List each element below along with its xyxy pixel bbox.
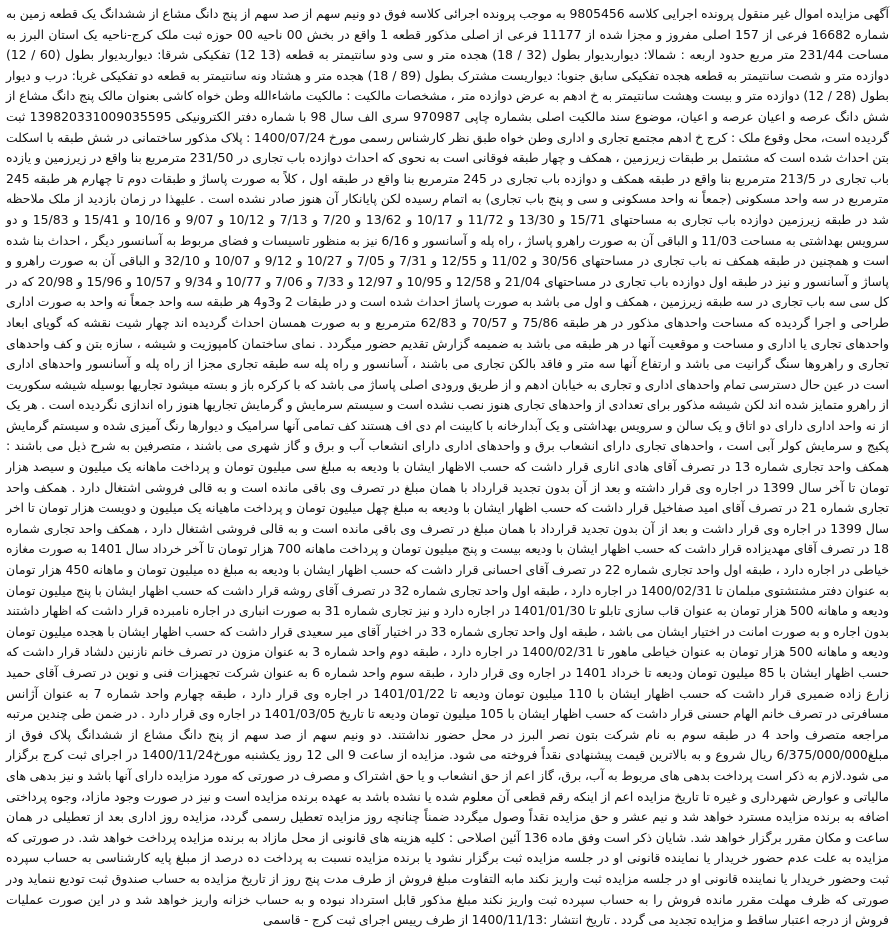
auction-notice: [6, 4, 890, 928]
auction-notice-body: آگهی مزایده اموال غیر منقول پرونده اجرایی کلاسه 9805456 به موجب پرونده اجرائی کلاسه فوق دو ونیم سهم از صد سهم از پنج دانگ مشاع از ششدانگ یک قطعه زمین به شماره 16682 فرعی از 157 اصلی مفروز و مجزا شده از 11177 فرعی از اصلی مذکور قطعه 1 واقع در بخش 00 ناحیه 00 حوزه ثبت ملک کرج-ناحیه یک استان البرز به مساحت 231/44 متر مربع حدود اربعه : شمالا: دیواربدیوار بطول (32 / 18) هجده متر و سی ودو سانتیمتر به قطعه (13 12) تفکیکی شرقا: دیواربدیوار بطول (60 / 12) دوازده متر و شصت سانتیمتر به قطعه هجده تفکیکی سابق جنوبا: دیواریست مشترک بطول (89 / 18) هجده متر و هشتاد ونه سانتیمتر به قطعه دو تفکیکی غربا: درب و دیوار بطول (28 / 12) دوازده متر و بیست وهشت سانتیمتر به خ ادهم به عرض دوازده متر ، مشخصات مالکیت : مالکیت ماشاءالله وطن خواه کاشی بعنوان مالک پنج دانگ مشاع از شش دانگ عرصه و اعیان عرصه و اعیان، موضوع سند مالکیت اصلی بشماره چاپی 970987 سری الف سال 98 با شماره دفتر الکترونیکی 139820331009035595 ثبت گردیده است، محل وقوع ملک : کرج خ ادهم مجتمع تجاری و اداری وطن خواه طبق نظر کارشناس رسمی مورخ 1400/07/24 : پلاک مذکور ساختمانی در شش طبقه با اسکلت بتن احداث شده است که مشتمل بر طبقات زیرزمین ، همکف و چهار طبقه فوقانی است به نحوی که احداث دوازده باب تجاری در 231/50 مترمربع بنا واقع در زیرزمین و یازده باب تجاری در 213/5 مترمربع بنا واقع در طبقه همکف و دوازده باب تجاری در 245 مترمربع بنا واقع در طبقه اول ، کلاً به صورت پاساژ و طبقات دوم تا چهارم هر طبقه 245 مترمربع در سه واحد مسکونی (جمعاً نه واحد مسکونی و سی و پنج باب تجاری) به اتمام رسیده لکن پایانکار آن هنوز صادر نشده است . علیهذا در زمان بازدید از ملک ملاحظه شد در طبقه زیرزمین دوازده باب تجاری به مساحتهای 15/71 و 13/30 و 11/72 و 10/17 و 13/62 و 7/20 و 7/13 و 10/12 و 9/07 و 10/16 و 15/41 و 15/83 و دو سرویس بهداشتی به مساحت 11/03 و الباقی آن به صورت راهرو پاساژ ، راه پله و آسانسور و 6/16 نیز به منظور تاسیسات و فضای مربوط به آسانسور دیگر ، احداث بنا شده است و همچنین در طبقه همکف نه باب تجاری در مساحتهای 30/56 و 11/02 و 12/55 و 7/31 و 7/05 و 10/27 و 9/12 و 10/07 و 32/10 و الباقی آن به صورت راهرو و پاساژ و آسانسور و نیز در طبقه اول دوازده باب تجاری در مساحتهای 21/04 و 12/58 و 10/95 و 12/97 و 7/33 و 7/06 و 10/77 و 9/34 و 10/57 و 15/96 و 20/98 که در کل سی سه باب تجاری در سه طبقه زیرزمین ، همکف و اول می باشد به صورت پاساژ احداث شده است و در طبقات 2 و3و4 هر طبقه سه واحد جمعاً نه واحد به صورت اداری طراحی و اجرا گردیده که مساحت واحدهای مذکور در هر طبقه 75/86 و 70/57 و 62/83 مترمربع و به صورت همسان احداث گردیده اند چهار شیت نقشه که گویای ابعاد واحدهای تجاری یا اداری و مساحت و موقعیت آنها در هر طبقه می باشد به ضمیمه گزارش تقدیم حضور میگردد . نمای ساختمان کامپوزیت و شیشه ، سازه بتن و کف واحدهای تجاری و راهروها سنگ گرانیت می باشد و ارتفاع آنها سه متر و فاقد بالکن تجاری می باشند ، آسانسور و راه پله سه طبقه تجاری مجزا از راه پله و آسانسور واحدهای اداری است در عین حال دسترسی تمام واحدهای اداری و تجاری به خیابان ادهم و از طریق ورودی اصلی پاساژ می باشد که با کرکره باز و بسته میشود تجاریها بوسیله شیشه سکوریت از راهرو متمایز شده اند لکن شیشه مذکور برای تعدادی از واحدهای تجاری هنوز نصب نشده است و سیستم سرمایش و گرمایش تجاریها هنوز راه اندازی نگردیده است . هر یک از نه واحد اداری دارای دو اتاق و یک سالن و سرویس بهداشتی و یک آبدارخانه با کابینت ام دی اف هستند کف تمامی آنها سرامیک و دیوارها رنگ آمیزی شده و سیستم گرمایش پکیج و سرمایش کولر آبی است ، واحدهای تجاری دارای انشعاب برق و واحدهای اداری دارای انشعاب آب و برق و گاز شهری می باشند ، متصرفین به شرح ذیل می باشند : همکف واحد تجاری شماره 13 در تصرف آقای هادی اناری قرار داشت که حسب الاظهار ایشان با ودیعه به مبلغ سی میلیون تومان و پرداخت ماهانه یک میلیون و سیصد هزار تومان تا آخر سال 1399 در اجاره وی قرار داشته و بعد از آن بدون تجدید قرارداد با همان مبلغ در تصرف وی باقی مانده است و به قالی فروشی اشتغال دارد . همکف واحد تجاری شماره 21 در تصرف آقای امید صفاخیل قرار داشت که حسب اظهار ایشان با ودیعه به مبلغ چهل میلیون تومان و پرداخت ماهیانه یک میلیون و دویست هزار تومان تا اخر سال 1399 در اجاره وی قرار داشت و بعد از آن بدون تجدید قرارداد با همان مبلغ در تصرف وی باقی مانده است و به قالی فروشی اشتغال دارد ، همکف واحد تجاری شماره 18 در تصرف آقای مهدیزاده قرار داشت که حسب اظهار ایشان با ودیعه بیست و پنج میلیون تومان و پرداخت ماهانه 700 هزار تومان تا آخر خرداد سال 1401 به صورت مغازه خیاطی در اجاره دارد ، طبقه اول واحد تجاری شماره 22 در تصرف آقای احسانی قرار داشت که حسب اظهار ایشان با ودیعه به مبلغ ده میلیون تومان و ماهانه 450 هزار تومان به عنوان دفتر مشتشتوی مبلمان تا 1400/02/31 در اجاره دارد ، طبقه اول واحد تجاری شماره 32 در تصرف آقای روشه قرار داشت که حسب اظهار ایشان با پنج میلیون تومان ودیعه و ماهانه 500 هزار تومان به عنوان قاب سازی تابلو تا 1401/01/30 در اجاره دارد و نیز تجاری شماره 31 به صورت انباری در اجاره نامبرده قرار داشت که اظهار داشتند بدون اجاره و به صورت امانت در اختیار ایشان می باشد ، طبقه اول واحد تجاری شماره 33 در اختیار آقای میر سعیدی قرار داشت که حسب اظهار ایشان با هجده میلیون تومان ودیعه و ماهانه 500 هزار تومان به عنوان خیاطی ماهور تا 1400/02/31 در اجاره دارد ، طبقه دوم واحد شماره 3 به عنوان مزون در تصرف خانم نازنین دلشاد قرار داشت که حسب اظهار ایشان با 85 میلیون تومان ودیعه تا خرداد 1401 در اجاره وی قرار دارد ، طبقه سوم واحد شماره 6 به عنوان شرکت تجهیزات فنی و نوین در تصرف آقای حمید زارع زاده ضمیری قرار داشت که حسب اظهار ایشان با 110 میلیون تومان ودیعه تا 1401/01/22 در اجاره وی قرار دارد ، طبقه چهارم واحد شماره 7 به عنوان آژانس مسافرتی در تصرف خانم الهام حسنی قرار داشت که حسب اظهار ایشان با 105 میلیون تومان ودیعه تا تاریخ 1401/03/05 در اجاره وی قرار دارد . در ضمن طی چندین مرتبه مراجعه متصرف واحد 4 در طبقه سوم به نام شرکت بتون نصر البرز در محل حضور نداشتند. دو ونیم سهم از صد سهم از پنج دانگ مشاع از ششدانگ پلاک فوق از مبلغ6/375/000/000 ریال شروع و به بالاترین قیمت پیشنهادی نقداً فروخته می شود. مزایده از ساعت 9 الی 12 روز یکشنبه مورخ1400/11/24 در اجرای ثبت کرج برگزار می شود.لازم به ذکر است پرداخت بدهی های مربوط به آب، برق، گاز اعم از حق انشعاب و یا حق اشتراک و مصرف در صورتی که مورد مزایده دارای آنها باشد و نیز بدهی های مالیاتی و عوارض شهرداری و غیره تا تاریخ مزایده اعم از اینکه رقم قطعی آن معلوم شده یا نشده باشد به عهده برنده مزایده است و نیز در صورت وجود مازاد، وجوه پرداختی اضافه به برنده مزایده مسترد خواهد شد و نیم عشر و حق مزایده نقداً وصول میگردد ضمناً چنانچه روز مزایده تعطیل رسمی گردد، مزایده روز اداری بعد از تعطیلی در همان ساعت و مکان مقرر برگزار خواهد شد. شایان ذکر است وفق ماده 136 آئین اصلاحی : کلیه هزینه های قانونی از محل مازاد به برنده مزایده پرداخت خواهد شد. در صورتی که مزایده به علت عدم حضور خریدار یا نماینده قانونی او در جلسه مزایده ثبت برگزار نشود یا برنده مزایده نسبت به پرداخت ده درصد از مبلغ پایه کارشناسی به حساب سپرده ثبت وحضور خریدار یا نماینده قانونی او در جلسه مزایده ثبت واریز نکند مابه التفاوت مبلغ فروش از طرف مدت پنج روز از تاریخ مزایده به حساب صندوق ثبت تودیع ننماید ودر صورتی که ظرف مهلت مقرر مانده فروش را به حساب سپرده ثبت واریز نکند مبلغ مذکور قابل استرداد نبوده و به حساب خزانه واریز خواهد شد و در این صورت عملیات فروش از درجه اعتبار ساقط و مزایده تجدید می گردد . تاریخ انتشار :1400/11/13 از طرف رییس اجرای ثبت کرج - قاسمی: [6, 6, 890, 928]
